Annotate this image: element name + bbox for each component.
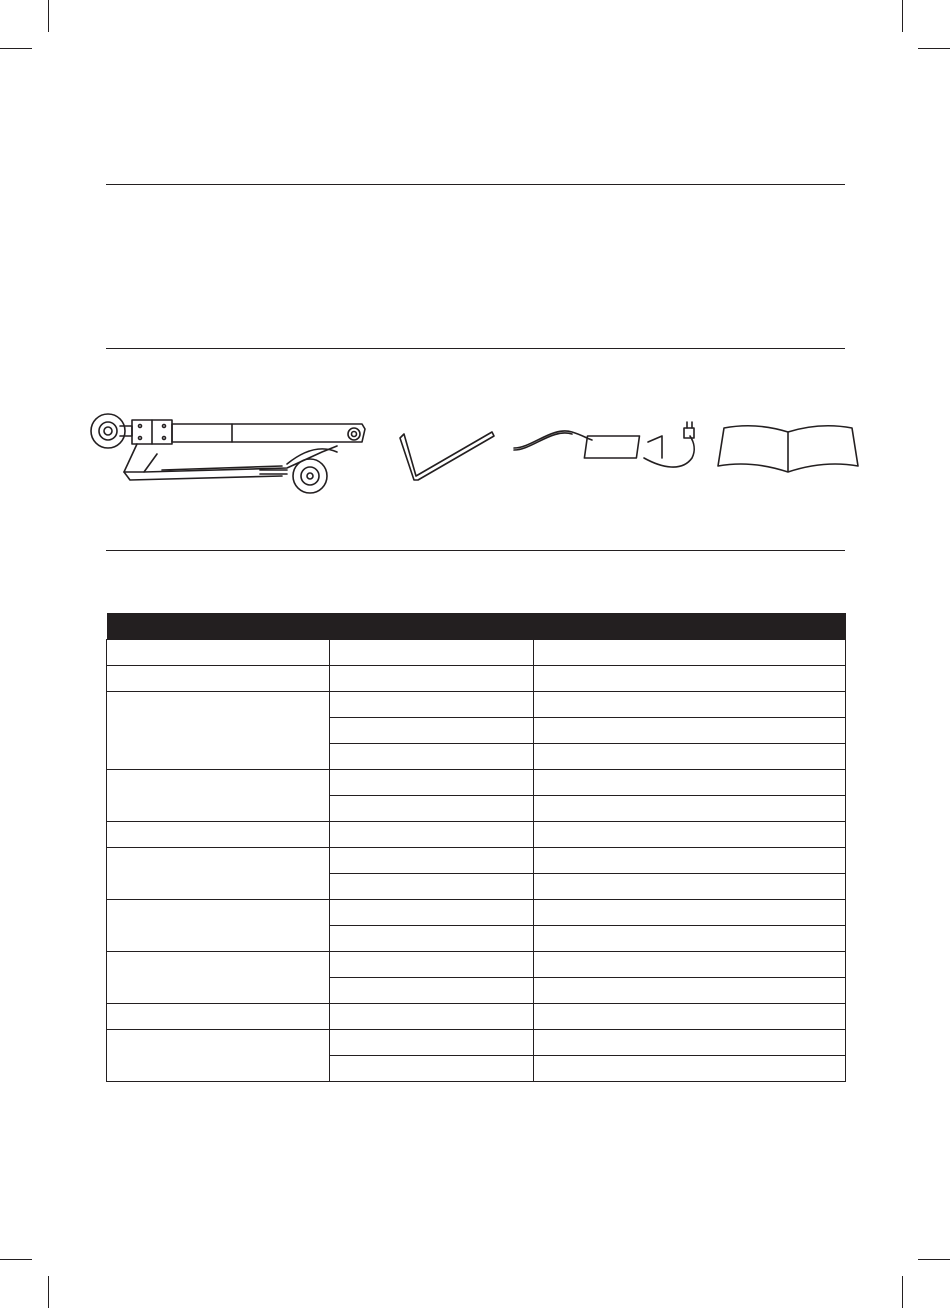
crop-mark-tr-h (918, 48, 950, 49)
spec-parameter (330, 692, 534, 718)
section-rule-3 (106, 550, 845, 551)
spec-parameter (330, 1004, 534, 1030)
spec-value (534, 926, 846, 952)
spec-table-header-row (107, 613, 846, 640)
spec-table (106, 613, 846, 1082)
spec-item-label (107, 692, 330, 770)
spec-parameter (330, 770, 534, 796)
spec-value (534, 640, 846, 666)
spec-header-item (107, 613, 330, 640)
spec-parameter (330, 640, 534, 666)
spec-value (534, 1004, 846, 1030)
table-row (107, 848, 846, 874)
spec-value (534, 666, 846, 692)
spec-parameter (330, 744, 534, 770)
spec-parameter (330, 952, 534, 978)
spec-value (534, 978, 846, 1004)
charger-icon (512, 418, 702, 480)
spec-parameter (330, 718, 534, 744)
spec-parameter (330, 796, 534, 822)
section-rule-1 (106, 184, 845, 185)
crop-mark-tl-h (0, 48, 32, 49)
spec-value (534, 900, 846, 926)
table-row (107, 822, 846, 848)
spec-value (534, 1030, 846, 1056)
crop-mark-br-v (902, 1276, 903, 1308)
spec-value (534, 952, 846, 978)
crop-mark-br-h (918, 1259, 950, 1260)
spec-item-label (107, 770, 330, 822)
spec-item-label (107, 640, 330, 666)
spec-parameter (330, 874, 534, 900)
spec-parameter (330, 666, 534, 692)
spec-value (534, 718, 846, 744)
spec-item-label (107, 952, 330, 1004)
table-row (107, 900, 846, 926)
spec-value (534, 1056, 846, 1082)
spec-value (534, 822, 846, 848)
spec-header-parameter (330, 613, 534, 640)
hex-key-icon (396, 428, 498, 482)
spec-parameter (330, 1056, 534, 1082)
table-row (107, 952, 846, 978)
spec-parameter (330, 848, 534, 874)
spec-value (534, 848, 846, 874)
spec-value (534, 874, 846, 900)
crop-mark-tl-v (48, 0, 49, 32)
manual-book-icon (716, 418, 860, 476)
spec-parameter (330, 926, 534, 952)
spec-value (534, 744, 846, 770)
spec-value (534, 770, 846, 796)
table-row (107, 640, 846, 666)
spec-header-value (534, 613, 846, 640)
crop-mark-tr-v (902, 0, 903, 32)
crop-mark-bl-h (0, 1259, 32, 1260)
spec-item-label (107, 666, 330, 692)
spec-parameter (330, 1030, 534, 1056)
table-row (107, 666, 846, 692)
spec-parameter (330, 822, 534, 848)
spec-item-label (107, 1030, 330, 1082)
section-rule-2 (106, 348, 845, 349)
spec-item-label (107, 900, 330, 952)
table-row (107, 1030, 846, 1056)
spec-parameter (330, 978, 534, 1004)
crop-mark-bl-v (48, 1276, 49, 1308)
spec-item-label (107, 1004, 330, 1030)
folded-scooter-icon (82, 402, 372, 502)
table-row (107, 770, 846, 796)
spec-value (534, 692, 846, 718)
spec-item-label (107, 822, 330, 848)
spec-value (534, 796, 846, 822)
spec-parameter (330, 900, 534, 926)
table-row (107, 1004, 846, 1030)
table-row (107, 692, 846, 718)
spec-item-label (107, 848, 330, 900)
